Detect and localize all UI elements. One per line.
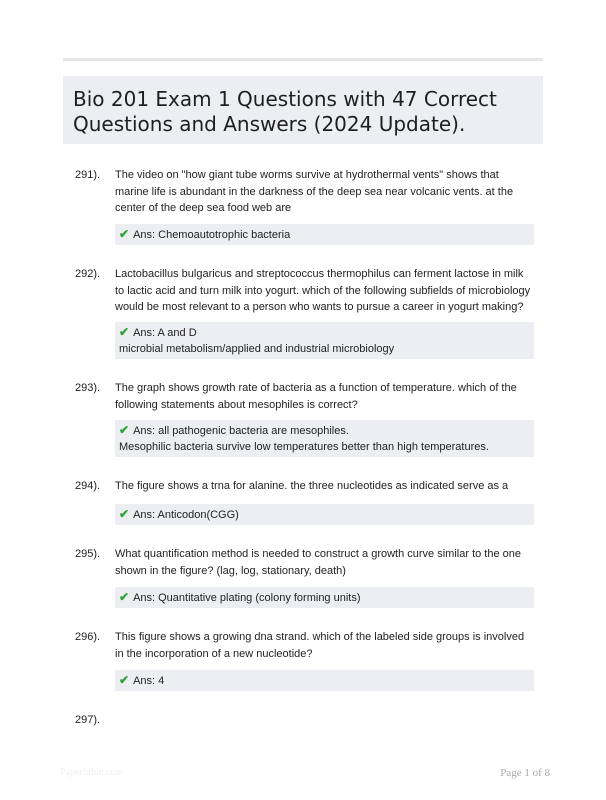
answer-text: Ans: all pathogenic bacteria are mesophiles. [133, 425, 349, 437]
check-icon: ✔ [119, 507, 130, 521]
check-icon: ✔ [119, 673, 130, 687]
answer-box [115, 322, 534, 359]
question-text: The video on "how giant tube worms survive at hydrothermal vents" shows that marine life is abundant in the darkness of the deep sea near volcanic vents. at the center of the deep sea food web are [115, 169, 514, 214]
check-icon: ✔ [119, 227, 130, 241]
question-number: 292). [75, 268, 101, 280]
page-indicator: Page 1 of 8 [500, 767, 550, 779]
answer-detail: microbial metabolism/applied and industrial microbiology [119, 343, 395, 355]
answer-text: Ans: A and D [133, 327, 197, 339]
answer-detail: Mesophilic bacteria survive low temperatures better than high temperatures. [119, 441, 489, 453]
answer-text: Ans: Quantitative plating (colony forming units) [133, 592, 361, 604]
question-text: The figure shows a trna for alanine. the three nucleotides as indicated serve as a [115, 480, 509, 492]
check-icon: ✔ [119, 590, 130, 604]
title-box [63, 76, 543, 144]
footer-watermark: Paperlitbic.com [60, 767, 124, 778]
question-number: 293). [75, 382, 101, 394]
answer-text: Ans: 4 [133, 675, 165, 687]
question-number: 296). [75, 631, 101, 643]
question-number: 297). [75, 714, 101, 726]
answer-text: Ans: Anticodon(CGG) [133, 509, 239, 521]
question-number: 295). [75, 548, 101, 560]
check-icon: ✔ [119, 325, 130, 339]
question-text: Lactobacillus bulgaricus and streptococcus thermophilus can ferment lactose in milk to lactic acid and turn milk into yogurt. which of the following subfields of microbiology would be most relevant to a person who wants to pursue a career in yogurt making? [115, 268, 531, 313]
question-number: 291). [75, 169, 101, 181]
question-text: The graph shows growth rate of bacteria as a function of temperature. which of the following statements about mesophiles is correct? [115, 382, 517, 411]
answer-box [115, 420, 534, 457]
document-title: Bio 201 Exam 1 Questions with 47 Correct Questions and Answers (2024 Update). [73, 87, 497, 136]
answer-box [115, 504, 534, 525]
question-number: 294). [75, 480, 101, 492]
check-icon: ✔ [119, 423, 130, 437]
top-rule [63, 58, 543, 61]
answer-box [115, 670, 534, 691]
answer-text: Ans: Chemoautotrophic bacteria [133, 229, 291, 241]
answer-box [115, 587, 534, 608]
question-text: What quantification method is needed to construct a growth curve similar to the one shown in the figure? (lag, log, stationary, death) [115, 548, 521, 577]
question-text: This figure shows a growing dna strand. which of the labeled side groups is involved in the incorporation of a new nucleotide? [115, 631, 525, 660]
answer-box [115, 224, 534, 245]
